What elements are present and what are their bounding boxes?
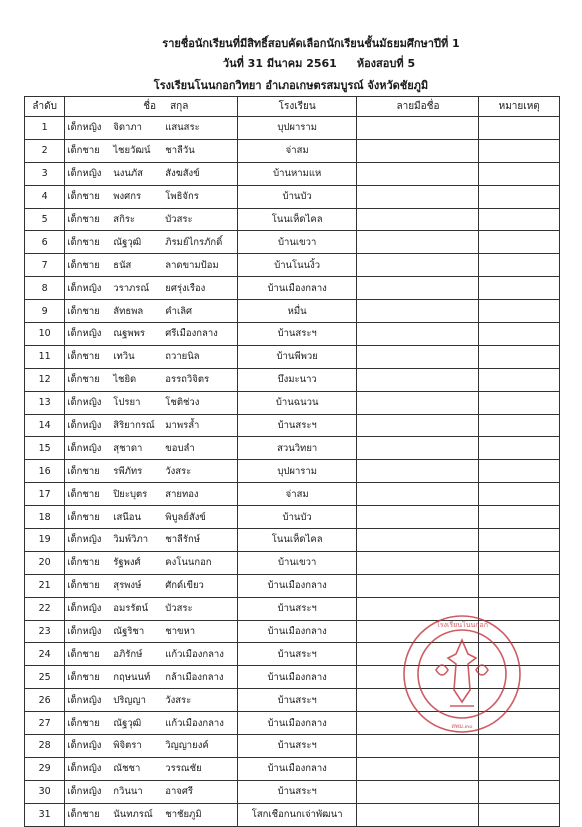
student-title: เด็กชาย [67,648,100,660]
student-name [65,300,238,323]
table-row [25,391,560,414]
student-school: บ้านฉนวน [237,391,357,414]
student-school: บ้านสระฯ [237,735,357,758]
signature-cell[interactable] [357,300,479,323]
student-last-name: ศรีเมืองกลาง [165,328,218,340]
student-title: เด็กชาย [67,191,100,203]
student-name [65,757,238,780]
student-last-name: วังสระ [165,694,192,706]
student-name [65,529,238,552]
table-row [25,231,560,254]
student-first-name: ณัฐริชา [113,626,145,638]
student-title: เด็กหญิง [67,603,102,615]
student-first-name: ณัฐวุฒิ [113,717,142,729]
table-row [25,162,560,185]
signature-cell[interactable] [357,551,479,574]
student-last-name: อรรถวิจิตร [165,374,210,386]
table-row [25,117,560,140]
student-last-name: คงโนนกอก [165,557,212,569]
student-last-name: ชาลีวัน [165,145,195,157]
table-row [25,460,560,483]
note-cell[interactable] [479,162,560,185]
signature-cell[interactable] [357,277,479,300]
signature-cell[interactable] [357,231,479,254]
signature-cell[interactable] [357,437,479,460]
row-number: 17 [25,483,65,506]
student-last-name: โชติช่วง [165,397,200,409]
table-row [25,277,560,300]
note-cell[interactable] [479,391,560,414]
svg-text:สพม.๓๐: สพม.๓๐ [451,723,473,730]
row-number: 23 [25,620,65,643]
row-number: 26 [25,689,65,712]
student-first-name: โปรยา [113,397,141,409]
student-name [65,597,238,620]
student-title: เด็กหญิง [67,420,102,432]
student-first-name: ณฐพพร [113,328,145,340]
row-number: 4 [25,185,65,208]
student-school: บึงมะนาว [237,368,357,391]
student-first-name: วิมพ์วิภา [113,534,149,546]
note-cell[interactable] [479,551,560,574]
student-title: เด็กหญิง [67,626,102,638]
row-number: 18 [25,506,65,529]
note-cell[interactable] [479,757,560,780]
student-first-name: อมรรัตน์ [113,603,149,615]
row-number: 12 [25,368,65,391]
student-school: บ้านพีพวย [237,345,357,368]
student-first-name: สกิระ [113,214,136,225]
student-first-name: รพีภัทร [113,465,143,477]
student-last-name: สายทอง [165,488,199,500]
student-school: บ้านสระฯ [237,643,357,666]
row-number: 31 [25,803,65,826]
student-title: เด็กหญิง [67,328,102,340]
student-last-name: แก้วเมืองกลาง [165,717,224,729]
note-cell[interactable] [479,117,560,140]
table-row [25,506,560,529]
student-first-name: ปริญญา [113,694,146,706]
student-title: เด็กชาย [67,374,100,386]
student-last-name: ศักด์เขียว [165,580,204,592]
student-last-name: ขอบลำ [165,442,195,454]
row-number: 13 [25,391,65,414]
student-title: เด็กชาย [67,809,100,821]
student-last-name: มาพรล้ำ [165,420,200,432]
col-header-school: โรงเรียน [237,97,357,117]
student-first-name: จิดาภา [113,122,142,134]
col-header-note: หมายเหตุ [479,97,560,117]
student-last-name: วิญญายงค์ [165,740,209,752]
note-cell[interactable] [479,277,560,300]
col-header-first: ชื่อ [143,101,157,112]
student-first-name: ธนัส [113,259,132,271]
student-last-name: โพธิจักร [165,191,199,203]
student-title: เด็กชาย [67,351,100,363]
signature-cell[interactable] [357,483,479,506]
row-number: 20 [25,551,65,574]
student-name [65,368,238,391]
col-header-signature: ลายมือชื่อ [357,97,479,117]
exam-room: ห้องสอบที่ 5 [356,57,416,70]
student-first-name: พิจิตรา [113,740,142,752]
note-cell[interactable] [479,231,560,254]
student-name [65,574,238,597]
student-first-name: ณัชชา [113,763,141,775]
student-first-name: อภิรักษ์ [113,648,143,660]
student-title: เด็กหญิง [67,534,102,546]
student-name [65,139,238,162]
student-title: เด็กชาย [67,671,100,683]
student-first-name: กฤษนนท์ [113,671,151,683]
student-title: เด็กชาย [67,236,100,248]
student-first-name: ปิยะบุตร [113,488,148,500]
student-last-name: ลาดขามป้อม [165,259,219,271]
signature-cell[interactable] [357,414,479,437]
signature-cell[interactable] [357,391,479,414]
student-first-name: เทวิน [113,351,135,363]
student-name [65,437,238,460]
signature-cell[interactable] [357,460,479,483]
student-first-name: นันทภรณ์ [113,809,153,821]
note-cell[interactable] [479,345,560,368]
student-first-name: ลัทธพล [113,305,144,317]
table-row [25,803,560,826]
note-cell[interactable] [479,437,560,460]
student-title: เด็กชาย [67,717,100,729]
student-title: เด็กชาย [67,145,100,157]
student-school: บ้านโนนงิ้ว [237,254,357,277]
row-number: 16 [25,460,65,483]
student-name [65,254,238,277]
student-school: บ้านสระฯ [237,689,357,712]
signature-cell[interactable] [357,757,479,780]
student-last-name: ยศรุ่งเรือง [165,282,206,294]
row-number: 5 [25,208,65,231]
student-last-name: คำเลิศ [165,305,193,317]
note-cell[interactable] [479,300,560,323]
student-name [65,345,238,368]
signature-cell[interactable] [357,506,479,529]
table-row [25,208,560,231]
student-name [65,323,238,346]
note-cell[interactable] [479,483,560,506]
student-name [65,185,238,208]
table-row [25,437,560,460]
student-school: โนนเห็ดไคล [237,208,357,231]
student-last-name: ชาชัยภูมิ [165,809,202,821]
signature-cell[interactable] [357,345,479,368]
table-row [25,529,560,552]
student-school: บุปผาราม [237,117,357,140]
row-number: 10 [25,323,65,346]
signature-cell[interactable] [357,323,479,346]
student-last-name: อาจศรี [165,786,194,798]
student-name [65,506,238,529]
student-last-name: ถวายนิล [165,351,200,363]
student-name [65,735,238,758]
note-cell[interactable] [479,460,560,483]
student-school: บ้านเมืองกลาง [237,666,357,689]
table-row [25,757,560,780]
row-number: 14 [25,414,65,437]
note-cell[interactable] [479,185,560,208]
signature-cell[interactable] [357,368,479,391]
row-number: 9 [25,300,65,323]
student-last-name: กล้าเมืองกลาง [165,671,224,683]
student-title: เด็กชาย [67,488,100,500]
svg-text:โรงเรียนโนนกอก: โรงเรียนโนนกอก [436,621,488,629]
student-first-name: เสนีอน [113,511,142,523]
signature-cell[interactable] [357,254,479,277]
col-header-name [65,97,238,117]
student-title: เด็กชาย [67,557,100,569]
student-first-name: วราภรณ์ [113,282,150,294]
table-header-row [25,97,560,117]
student-school: บ้านเมืองกลาง [237,712,357,735]
student-school: บ้านเขวา [237,551,357,574]
student-name [65,689,238,712]
note-cell[interactable] [479,208,560,231]
row-number: 3 [25,162,65,185]
student-school: บ้านสระฯ [237,597,357,620]
student-school: บ้านสระฯ [237,780,357,803]
table-row [25,345,560,368]
note-cell[interactable] [479,803,560,826]
student-school: โนนเห็ดไคล [237,529,357,552]
student-last-name: สังฆสังข์ [165,168,200,180]
row-number: 6 [25,231,65,254]
student-school: บ้านบัว [237,506,357,529]
student-last-name: วรรณชัย [165,763,202,775]
student-last-name: บัวสระ [165,214,193,225]
note-cell[interactable] [479,323,560,346]
student-title: เด็กหญิง [67,442,102,454]
student-title: เด็กชาย [67,511,100,523]
school-subtitle: โรงเรียนโนนกอกวิทยา อำเภอเกษตรสมบูรณ์ จังหวัดชัยภูมิ [153,79,429,92]
note-cell[interactable] [479,254,560,277]
table-row [25,574,560,597]
document-title: รายชื่อนักเรียนที่มีสิทธิ์สอบคัดเลือกนักเรียนชั้นมัธยมศึกษาปีที่ 1 [162,37,460,50]
student-last-name: แสนสระ [165,122,200,134]
student-first-name: สุรพงษ์ [113,580,142,592]
exam-date-room [28,54,582,72]
student-name [65,620,238,643]
student-title: เด็กชาย [67,580,100,592]
student-school: บ้านหามแห [237,162,357,185]
student-name [65,712,238,735]
student-last-name: แก้วเมืองกลาง [165,648,224,660]
student-school: บ้านสระฯ [237,414,357,437]
student-title: เด็กหญิง [67,763,102,775]
col-header-last: สกุล [170,101,189,112]
student-school: บุปผาราม [237,460,357,483]
row-number: 11 [25,345,65,368]
student-first-name: กวินนา [113,786,143,798]
table-row [25,139,560,162]
student-name [65,666,238,689]
row-number: 2 [25,139,65,162]
row-number: 24 [25,643,65,666]
note-cell[interactable] [479,529,560,552]
student-school: โสกเชือกนกเจ่าพัฒนา [237,803,357,826]
student-title: เด็กชาย [67,259,100,271]
student-name [65,208,238,231]
student-name [65,391,238,414]
note-cell[interactable] [479,506,560,529]
student-school: บ้านบัว [237,185,357,208]
student-school: บ้านเขวา [237,231,357,254]
student-first-name: สุชาดา [113,442,143,454]
signature-cell[interactable] [357,574,479,597]
row-number: 15 [25,437,65,460]
student-name [65,117,238,140]
note-cell[interactable] [479,574,560,597]
signature-cell[interactable] [357,185,479,208]
table-row [25,185,560,208]
student-title: เด็กหญิง [67,168,102,180]
student-first-name: ไชยวัฒน์ [113,145,151,157]
student-title: เด็กหญิง [67,397,102,409]
student-school: บ้านเมืองกลาง [237,620,357,643]
student-school: สวนวิทยา [237,437,357,460]
row-number: 30 [25,780,65,803]
student-title: เด็กหญิง [67,786,102,798]
student-first-name: ไชยิด [113,374,137,386]
table-row [25,323,560,346]
student-name [65,643,238,666]
note-cell[interactable] [479,139,560,162]
exam-date: วันที่ 31 มีนาคม 2561 [222,57,337,70]
table-row [25,551,560,574]
student-first-name: ณัฐวุฒิ [113,236,142,248]
student-name [65,162,238,185]
student-title: เด็กหญิง [67,122,102,134]
student-first-name: พงศกร [113,191,142,203]
signature-cell[interactable] [357,117,479,140]
student-school: บ้านเมืองกลาง [237,277,357,300]
student-school: บ้านเมืองกลาง [237,574,357,597]
student-last-name: พิบูลย์สังข์ [165,511,206,523]
signature-cell[interactable] [357,208,479,231]
student-last-name: ชาขหา [165,626,196,638]
student-first-name: นงนภัส [113,168,143,180]
row-number: 1 [25,117,65,140]
row-number: 22 [25,597,65,620]
student-first-name: รัฐพงศ์ [113,557,141,569]
student-school: จ่าสม [237,483,357,506]
student-title: เด็กหญิง [67,740,102,752]
student-school: หมื่น [237,300,357,323]
row-number: 21 [25,574,65,597]
row-number: 7 [25,254,65,277]
student-title: เด็กหญิง [67,282,102,294]
student-name [65,551,238,574]
student-school: บ้านเมืองกลาง [237,757,357,780]
signature-cell[interactable] [357,139,479,162]
signature-cell[interactable] [357,162,479,185]
student-first-name: สิริยากรณ์ [113,420,155,432]
row-number: 28 [25,735,65,758]
student-last-name: วังสระ [165,465,192,477]
row-number: 29 [25,757,65,780]
col-header-no: ลำดับ [25,97,65,117]
note-cell[interactable] [479,414,560,437]
row-number: 25 [25,666,65,689]
student-name [65,483,238,506]
row-number: 19 [25,529,65,552]
table-row [25,483,560,506]
table-row [25,368,560,391]
student-title: เด็กชาย [67,214,100,225]
signature-cell[interactable] [357,529,479,552]
student-last-name: ชาลีรักษ์ [165,534,200,546]
student-name [65,231,238,254]
table-row [25,254,560,277]
table-row [25,300,560,323]
student-last-name: ภิรมย์ไกรภักดิ์ [165,236,223,248]
student-name [65,277,238,300]
student-name [65,460,238,483]
student-name [65,803,238,826]
student-name [65,414,238,437]
table-row [25,414,560,437]
student-school: จ่าสม [237,139,357,162]
student-last-name: บัวสระ [165,603,193,615]
student-school: บ้านสระฯ [237,323,357,346]
row-number: 27 [25,712,65,735]
student-title: เด็กชาย [67,465,100,477]
student-title: เด็กหญิง [67,694,102,706]
school-seal-stamp [398,610,526,738]
student-title: เด็กชาย [67,305,100,317]
row-number: 8 [25,277,65,300]
note-cell[interactable] [479,368,560,391]
signature-cell[interactable] [357,803,479,826]
